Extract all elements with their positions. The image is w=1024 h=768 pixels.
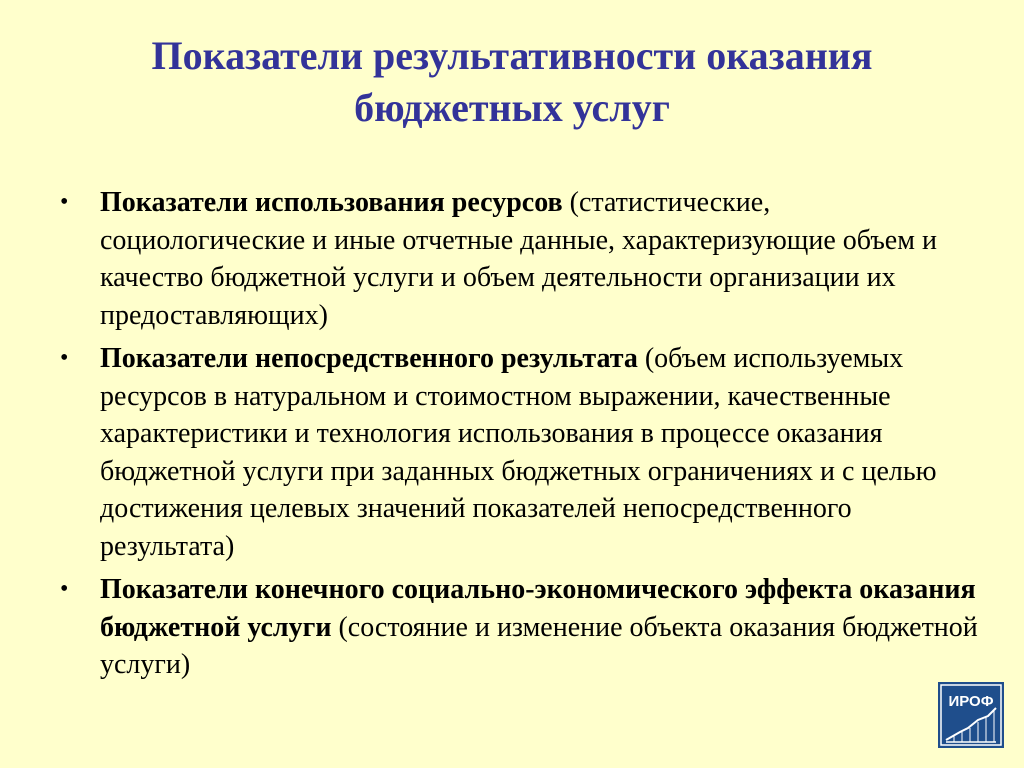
bullet-item-direct-result <box>60 340 980 565</box>
bullet-item-resources <box>60 184 980 334</box>
slide-title-line-2: бюджетных услуг <box>354 85 670 130</box>
bullet-description: (статистические, социологические и иные отчетные данные, характеризующие объем и качество бюджетной услуги и объем деятельности организации их предоставляющих) <box>100 187 937 331</box>
bullet-marker: • <box>60 576 69 602</box>
bullet-heading: Показатели использования ресурсов <box>100 187 563 218</box>
bullet-heading: Показатели конечного социально-экономического эффекта оказания бюджетной услуги <box>100 574 976 643</box>
bullet-marker: • <box>60 345 69 371</box>
bullet-description: (состояние и изменение объекта оказания бюджетной услуги) <box>100 611 978 680</box>
irof-logo <box>938 682 1004 748</box>
irof-logo-icon <box>938 682 1004 748</box>
bullet-marker: • <box>60 189 69 215</box>
bullet-list <box>60 184 980 690</box>
slide-title-line-1: Показатели результативности оказания <box>151 33 873 78</box>
bullet-heading: Показатели непосредственного результата <box>100 343 638 374</box>
logo-text: ИРОФ <box>948 693 994 710</box>
bullet-description: (объем используемых ресурсов в натуральном и стоимостном выражении, качественные характеристики и технология использования в процессе оказания бюджетной услуги при заданных бюджетных ограничениях и с целью достижения целевых значений показателей непосредственного результата) <box>100 343 937 562</box>
bullet-item-final-effect <box>60 571 980 684</box>
slide-title <box>0 30 1024 134</box>
